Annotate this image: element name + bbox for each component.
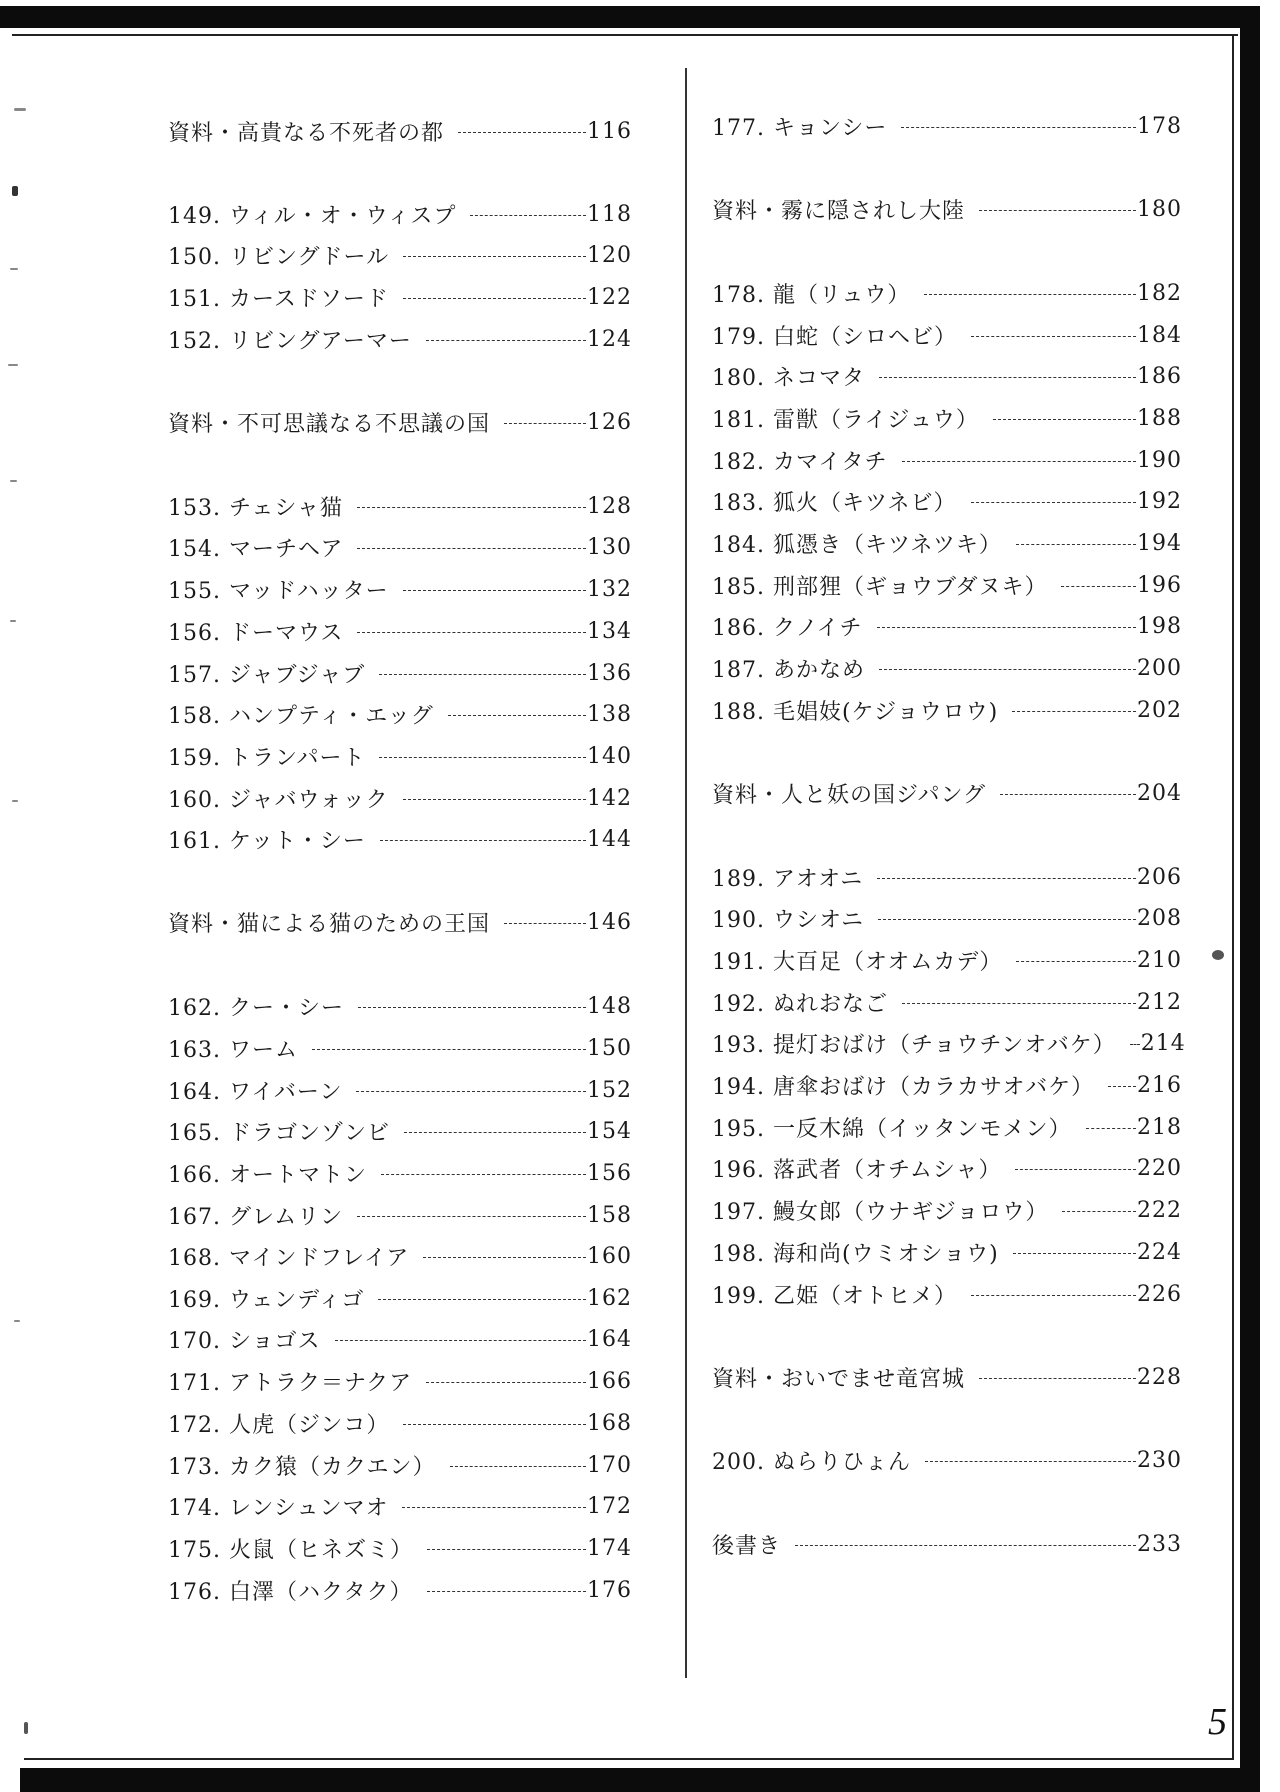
- toc-entry-page: 118: [587, 201, 632, 227]
- toc-entry: [712, 359, 1182, 393]
- toc-entry: [712, 109, 1182, 143]
- toc-entry-page: 204: [1137, 780, 1182, 806]
- toc-entry-title: 資料・不可思議なる不思議の国: [168, 411, 491, 437]
- toc-entry: [712, 651, 1182, 685]
- toc-entry-title: 176. 白澤（ハクタク）: [168, 1579, 413, 1605]
- toc-entry-page: 222: [1137, 1197, 1182, 1223]
- toc-entry-page: 142: [587, 785, 632, 811]
- toc-entry-title: 資料・高貴なる不死者の都: [168, 120, 445, 146]
- toc-entry-title: 193. 提灯おばけ（チョウチンオバケ）: [712, 1032, 1116, 1058]
- toc-entry: [712, 1277, 1182, 1311]
- toc-entry: [168, 1489, 632, 1523]
- toc-entry-page: 172: [587, 1493, 632, 1519]
- scan-speck: [8, 364, 18, 366]
- toc-entry-title: 168. マインドフレイア: [168, 1245, 410, 1271]
- toc-entry: [712, 776, 1182, 810]
- toc-entry: [168, 1364, 632, 1398]
- toc-entry-page: 170: [587, 1452, 632, 1478]
- toc-entry-page: 218: [1137, 1114, 1182, 1140]
- scan-speck: [14, 1320, 20, 1322]
- dotted-leader: [381, 1174, 586, 1175]
- toc-entry-title: 178. 龍（リュウ）: [712, 282, 911, 308]
- toc-entry-title: 164. ワイバーン: [168, 1079, 343, 1105]
- toc-entry-page: 126: [587, 409, 632, 435]
- toc-entry: [712, 1151, 1182, 1185]
- dotted-leader: [879, 669, 1136, 670]
- toc-entry: [712, 318, 1182, 352]
- toc-entry-page: 116: [587, 118, 632, 144]
- toc-entry: [712, 693, 1182, 727]
- toc-entry: [712, 985, 1182, 1019]
- dotted-leader: [448, 715, 586, 716]
- toc-entry: [712, 1527, 1182, 1561]
- page-border-right: [1240, 6, 1260, 1792]
- toc-entry-title: 200. ぬらりひょん: [712, 1449, 911, 1475]
- dotted-leader: [924, 294, 1136, 295]
- dotted-leader: [504, 923, 586, 924]
- dotted-leader: [979, 1378, 1136, 1379]
- toc-entry-title: 195. 一反木綿（イッタンモメン）: [712, 1116, 1072, 1142]
- toc-entry-title: 171. アトラク＝ナクア: [168, 1370, 413, 1396]
- toc-entry: [168, 530, 632, 564]
- toc-entry: [168, 905, 632, 939]
- toc-entry-page: 198: [1137, 613, 1182, 639]
- toc-entry-title: 163. ワーム: [168, 1037, 298, 1063]
- toc-entry-title: 192. ぬれおなご: [712, 991, 888, 1017]
- dotted-leader: [1016, 544, 1136, 545]
- scan-speck: [12, 186, 18, 196]
- toc-entry: [168, 1406, 632, 1440]
- toc-entry-page: 146: [587, 909, 632, 935]
- dotted-leader: [971, 1295, 1136, 1296]
- toc-entry-page: 130: [587, 534, 632, 560]
- dotted-leader: [504, 423, 586, 424]
- toc-entry-page: 132: [587, 576, 632, 602]
- dotted-leader: [402, 1507, 586, 1508]
- toc-entry: [712, 192, 1182, 226]
- toc-entry-page: 122: [587, 284, 632, 310]
- toc-entry-title: 197. 鰻女郎（ウナギジョロウ）: [712, 1199, 1049, 1225]
- toc-entry: [168, 697, 632, 731]
- toc-entry: [168, 114, 632, 148]
- toc-entry-page: 196: [1137, 572, 1182, 598]
- dotted-leader: [1108, 1086, 1136, 1087]
- toc-entry-page: 144: [587, 826, 632, 852]
- toc-entry-title: 191. 大百足（オオムカデ）: [712, 949, 1003, 975]
- toc-entry: [168, 1114, 632, 1148]
- dotted-leader: [1012, 711, 1136, 712]
- dotted-leader: [403, 298, 586, 299]
- dotted-leader: [379, 757, 586, 758]
- dotted-leader: [380, 840, 586, 841]
- toc-entry-title: 172. 人虎（ジンコ）: [168, 1412, 390, 1438]
- toc-entry: [168, 572, 632, 606]
- dotted-leader: [426, 340, 586, 341]
- toc-entry-page: 136: [587, 660, 632, 686]
- toc-entry: [168, 1031, 632, 1065]
- toc-entry-title: 183. 狐火（キツネビ）: [712, 490, 957, 516]
- toc-entry: [712, 901, 1182, 935]
- toc-entry-title: 174. レンシュンマオ: [168, 1495, 389, 1521]
- toc-entry-page: 230: [1137, 1447, 1182, 1473]
- toc-entry-title: 149. ウィル・オ・ウィスプ: [168, 203, 457, 229]
- toc-entry-title: 180. ネコマタ: [712, 365, 865, 391]
- toc-entry: [168, 781, 632, 815]
- toc-entry-title: 162. クー・シー: [168, 995, 344, 1021]
- toc-entry: [168, 238, 632, 272]
- dotted-leader: [379, 674, 586, 675]
- toc-entry-page: 156: [587, 1160, 632, 1186]
- dotted-leader: [902, 1003, 1136, 1004]
- dotted-leader: [403, 590, 586, 591]
- toc-entry-title: 165. ドラゴンゾンビ: [168, 1120, 390, 1146]
- toc-entry: [168, 405, 632, 439]
- dotted-leader: [902, 461, 1136, 462]
- toc-entry-title: 資料・猫による猫のための王国: [168, 911, 491, 937]
- toc-entry: [168, 656, 632, 690]
- toc-entry: [712, 609, 1182, 643]
- toc-entry: [712, 1360, 1182, 1394]
- toc-entry-page: 152: [587, 1077, 632, 1103]
- toc-entry-page: 210: [1137, 947, 1182, 973]
- dotted-leader: [312, 1049, 586, 1050]
- toc-entry-title: 151. カースドソード: [168, 286, 389, 312]
- toc-entry-title: 後書き: [712, 1533, 782, 1559]
- toc-entry-page: 162: [587, 1285, 632, 1311]
- dotted-leader: [1013, 1253, 1136, 1254]
- toc-entry-page: 138: [587, 701, 632, 727]
- page-number: 5: [1208, 1701, 1227, 1743]
- toc-entry-title: 資料・霧に隠されし大陸: [712, 198, 966, 224]
- toc-entry: [168, 614, 632, 648]
- dotted-leader: [1130, 1044, 1140, 1045]
- toc-entry-page: 124: [587, 326, 632, 352]
- scan-speck: [10, 620, 16, 622]
- toc-entry-page: 158: [587, 1202, 632, 1228]
- scan-speck: [10, 480, 17, 482]
- toc-entry: [168, 322, 632, 356]
- toc-entry: [712, 943, 1182, 977]
- toc-entry-page: 184: [1137, 322, 1182, 348]
- dotted-leader: [427, 1549, 586, 1550]
- toc-entry: [168, 1239, 632, 1273]
- toc-entry: [168, 1531, 632, 1565]
- toc-entry-title: 154. マーチヘア: [168, 536, 344, 562]
- toc-entry: [712, 860, 1182, 894]
- toc-entry: [712, 1026, 1186, 1060]
- dotted-leader: [878, 919, 1136, 920]
- dotted-leader: [423, 1257, 586, 1258]
- dotted-leader: [877, 878, 1136, 879]
- toc-entry-page: 134: [587, 618, 632, 644]
- toc-entry-page: 154: [587, 1118, 632, 1144]
- dotted-leader: [404, 1132, 586, 1133]
- toc-entry: [168, 1448, 632, 1482]
- dotted-leader: [458, 132, 586, 133]
- dotted-leader: [993, 419, 1136, 420]
- toc-entry-page: 208: [1137, 905, 1182, 931]
- toc-entry: [168, 1573, 632, 1607]
- toc-entry-title: 150. リビングドール: [168, 244, 390, 270]
- toc-entry-title: 189. アオオニ: [712, 866, 864, 892]
- toc-entry: [712, 401, 1182, 435]
- toc-entry-page: 206: [1137, 864, 1182, 890]
- dotted-leader: [879, 377, 1136, 378]
- toc-entry: [712, 1110, 1182, 1144]
- toc-entry-page: 190: [1137, 447, 1182, 473]
- toc-entry-title: 182. カマイタチ: [712, 449, 888, 475]
- dotted-leader: [427, 1591, 586, 1592]
- dotted-leader: [356, 1091, 586, 1092]
- toc-entry-title: 資料・人と妖の国ジパング: [712, 782, 987, 808]
- toc-entry-page: 233: [1137, 1531, 1182, 1557]
- toc-entry: [168, 1073, 632, 1107]
- toc-entry-title: 155. マッドハッター: [168, 578, 389, 604]
- toc-entry-title: 170. ショゴス: [168, 1328, 321, 1354]
- scan-speck: [24, 1722, 28, 1734]
- toc-entry-page: 226: [1137, 1281, 1182, 1307]
- toc-entry-page: 224: [1137, 1239, 1182, 1265]
- dotted-leader: [795, 1545, 1136, 1546]
- toc-entry-title: 187. あかなめ: [712, 657, 865, 683]
- toc-entry-title: 177. キョンシー: [712, 115, 888, 141]
- toc-entry: [712, 443, 1182, 477]
- dotted-leader: [470, 215, 586, 216]
- toc-entry-title: 196. 落武者（オチムシャ）: [712, 1157, 1002, 1183]
- dotted-leader: [335, 1340, 586, 1341]
- toc-entry-page: 192: [1137, 488, 1182, 514]
- dotted-leader: [1062, 1211, 1136, 1212]
- toc-entry-page: 216: [1137, 1072, 1182, 1098]
- toc-entry-page: 168: [587, 1410, 632, 1436]
- toc-entry-title: 190. ウシオニ: [712, 907, 865, 933]
- toc-entry: [168, 1156, 632, 1190]
- toc-entry-title: 199. 乙姫（オトヒメ）: [712, 1283, 957, 1309]
- toc-entry-page: 188: [1137, 405, 1182, 431]
- toc-entry-page: 176: [587, 1577, 632, 1603]
- dotted-leader: [1016, 961, 1136, 962]
- toc-entry: [712, 1443, 1182, 1477]
- toc-entry-title: 166. オートマトン: [168, 1162, 367, 1188]
- toc-entry-page: 228: [1137, 1364, 1182, 1390]
- dotted-leader: [358, 1007, 586, 1008]
- toc-entry-page: 160: [587, 1243, 632, 1269]
- toc-entry: [712, 526, 1182, 560]
- dotted-leader: [403, 799, 586, 800]
- dotted-leader: [979, 210, 1136, 211]
- frame-line-top: [12, 34, 1238, 36]
- frame-line-bottom: [24, 1758, 1234, 1760]
- toc-entry: [712, 1193, 1182, 1227]
- toc-entry-title: 179. 白蛇（シロヘビ）: [712, 324, 957, 350]
- toc-entry-title: 198. 海和尚(ウミオショウ): [712, 1241, 999, 1267]
- dotted-leader: [1086, 1128, 1136, 1129]
- toc-entry-page: 182: [1137, 280, 1182, 306]
- toc-entry-title: 167. グレムリン: [168, 1204, 344, 1230]
- toc-entry-page: 202: [1137, 697, 1182, 723]
- toc-entry-title: 184. 狐憑き（キツネツキ）: [712, 532, 1002, 558]
- scan-speck: [12, 800, 18, 802]
- dotted-leader: [1015, 1169, 1136, 1170]
- toc-entry-page: 180: [1137, 196, 1182, 222]
- dotted-leader: [450, 1466, 586, 1467]
- toc-entry-page: 194: [1137, 530, 1182, 556]
- toc-entry-title: 173. カク猿（カクエン）: [168, 1454, 436, 1480]
- toc-entry-title: 161. ケット・シー: [168, 828, 366, 854]
- toc-entry-title: 186. クノイチ: [712, 615, 863, 641]
- toc-entry-title: 152. リビングアーマー: [168, 328, 412, 354]
- toc-entry: [168, 489, 632, 523]
- dotted-leader: [357, 632, 586, 633]
- dotted-leader: [403, 256, 586, 257]
- dotted-leader: [357, 507, 586, 508]
- toc-entry-title: 194. 唐傘おばけ（カラカサオバケ）: [712, 1074, 1095, 1100]
- dotted-leader: [403, 1424, 586, 1425]
- dotted-leader: [1000, 794, 1136, 795]
- toc-entry: [712, 568, 1182, 602]
- toc-entry-title: 160. ジャバウォック: [168, 787, 389, 813]
- dotted-leader: [971, 502, 1136, 503]
- scan-speck: [10, 268, 18, 270]
- toc-entry-page: 148: [587, 993, 632, 1019]
- dotted-leader: [877, 627, 1136, 628]
- dotted-leader: [901, 127, 1136, 128]
- toc-entry-page: 220: [1137, 1155, 1182, 1181]
- dotted-leader: [357, 1216, 586, 1217]
- toc-entry-title: 169. ウェンディゴ: [168, 1287, 365, 1313]
- dotted-leader: [971, 336, 1136, 337]
- toc-entry: [712, 1068, 1182, 1102]
- toc-entry-page: 164: [587, 1326, 632, 1352]
- toc-entry-page: 140: [587, 743, 632, 769]
- toc-entry-page: 178: [1137, 113, 1182, 139]
- toc-entry: [712, 484, 1182, 518]
- toc-entry-title: 181. 雷獣（ライジュウ）: [712, 407, 979, 433]
- toc-entry-page: 128: [587, 493, 632, 519]
- toc-entry-page: 214: [1140, 1030, 1186, 1056]
- toc-entry-page: 150: [587, 1035, 632, 1061]
- toc-entry-title: 159. トランパート: [168, 745, 366, 771]
- toc-entry-page: 174: [587, 1535, 632, 1561]
- toc-entry-title: 157. ジャブジャブ: [168, 662, 366, 688]
- scan-speck: [14, 108, 26, 111]
- toc-entry-title: 185. 刑部狸（ギョウブダヌキ）: [712, 574, 1048, 600]
- page-border-bottom: [20, 1768, 1256, 1792]
- toc-entry-page: 120: [587, 242, 632, 268]
- toc-entry: [712, 276, 1182, 310]
- toc-entry-title: 156. ドーマウス: [168, 620, 344, 646]
- toc-entry-title: 153. チェシャ猫: [168, 495, 343, 521]
- toc-entry-page: 166: [587, 1368, 632, 1394]
- toc-entry-page: 200: [1137, 655, 1182, 681]
- toc-entry-title: 175. 火鼠（ヒネズミ）: [168, 1537, 413, 1563]
- dotted-leader: [426, 1382, 586, 1383]
- frame-line-right: [1232, 34, 1234, 1760]
- toc-entry: [168, 822, 632, 856]
- toc-entry-title: 158. ハンプティ・エッグ: [168, 703, 434, 729]
- toc-entry: [168, 1322, 632, 1356]
- toc-entry-title: 資料・おいでませ竜宮城: [712, 1366, 966, 1392]
- dotted-leader: [1061, 586, 1136, 587]
- dotted-leader: [357, 548, 586, 549]
- dotted-leader: [378, 1299, 586, 1300]
- toc-entry: [168, 1198, 632, 1232]
- toc-entry-title: 188. 毛娼妓(ケジョウロウ): [712, 699, 999, 725]
- toc-entry: [168, 739, 632, 773]
- toc-entry: [168, 1281, 632, 1315]
- toc-entry-page: 212: [1137, 989, 1182, 1015]
- dotted-leader: [925, 1461, 1136, 1462]
- toc-entry: [712, 1235, 1182, 1269]
- toc-entry-page: 186: [1137, 363, 1182, 389]
- toc-entry: [168, 280, 632, 314]
- ink-blot: [1212, 950, 1224, 960]
- toc-entry: [168, 197, 632, 231]
- toc-entry: [168, 989, 632, 1023]
- page-border-top: [0, 6, 1256, 28]
- column-divider: [685, 68, 687, 1678]
